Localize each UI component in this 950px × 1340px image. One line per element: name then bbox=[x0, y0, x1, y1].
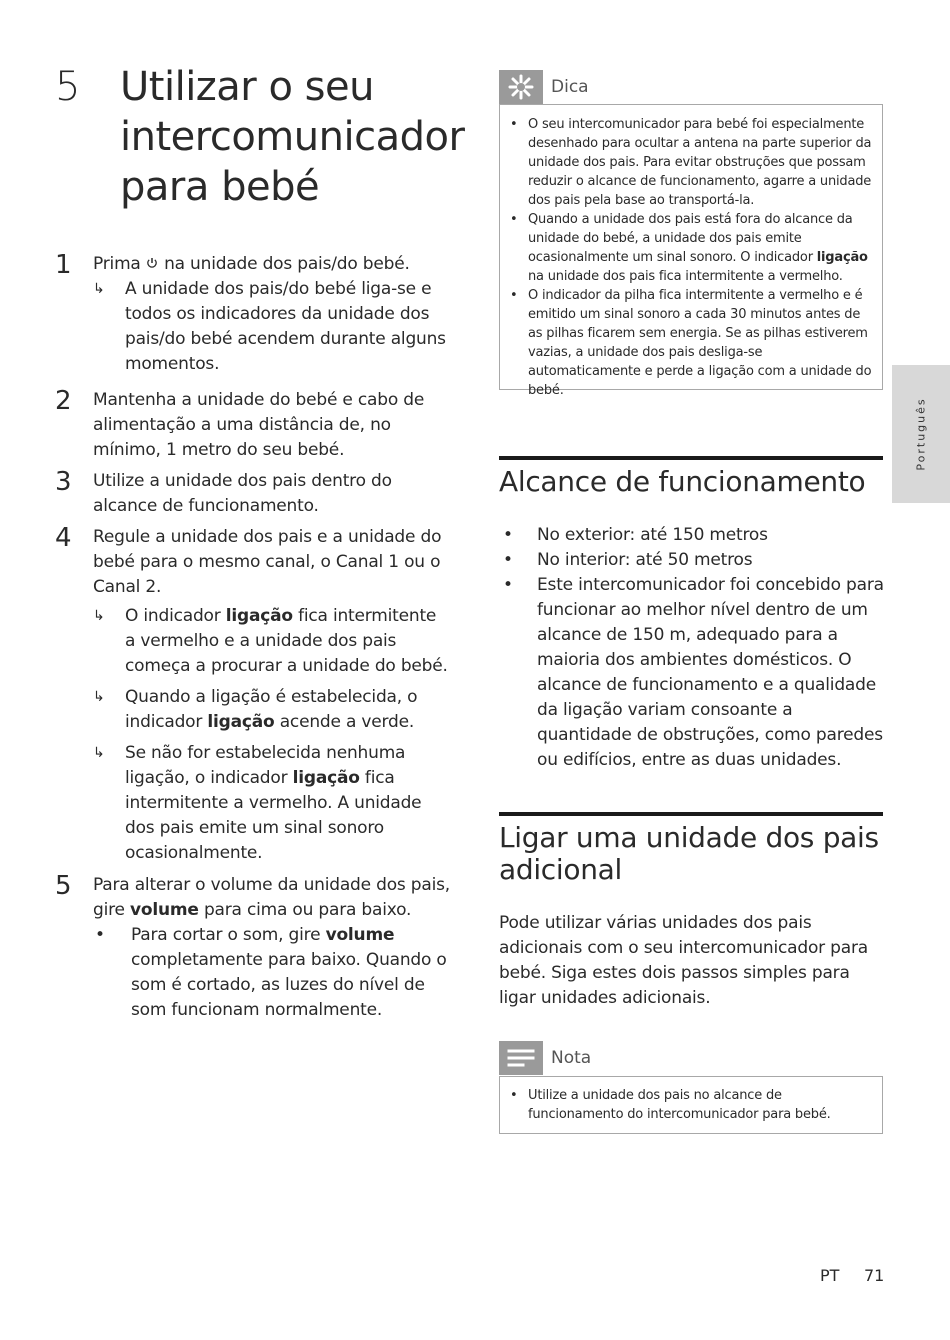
result-arrow-icon: ↳ bbox=[93, 281, 105, 297]
bullet-icon: • bbox=[510, 288, 518, 303]
bullet-icon: • bbox=[503, 575, 513, 595]
list-item bbox=[499, 548, 889, 573]
bullet-icon: • bbox=[95, 925, 105, 945]
section-rule bbox=[499, 812, 883, 816]
link-indicator-term: ligação bbox=[225, 606, 293, 626]
step-4 bbox=[55, 525, 450, 866]
result-item bbox=[93, 277, 450, 377]
link-indicator-term: ligação bbox=[816, 250, 868, 265]
step-3 bbox=[55, 469, 450, 519]
bullet-text: completamente para baixo. Quando o som é cortado, as luzes do nível de som funcionam normalmente. bbox=[131, 950, 447, 1020]
page-number: 71 bbox=[864, 1266, 885, 1285]
list-item-text: No interior: até 50 metros bbox=[537, 550, 753, 570]
volume-term: volume bbox=[325, 925, 395, 945]
result-arrow-icon: ↳ bbox=[93, 689, 105, 705]
tip-item bbox=[500, 210, 874, 286]
tip-text: Quando a unidade dos pais está fora do alcance da unidade do bebé, a unidade dos pais emite ocasionalmente um sinal sonoro. O indicador bbox=[528, 212, 853, 265]
step-1 bbox=[55, 252, 450, 377]
footer-language-code: PT bbox=[820, 1266, 840, 1285]
bullet-item bbox=[93, 923, 450, 1023]
result-item bbox=[93, 741, 450, 866]
step-2 bbox=[55, 388, 450, 463]
list-item-text: Este intercomunicador foi concebido para funcionar ao melhor nível dentro de um alcance de 150 m, adequado para a maioria dos ambientes domésticos. O alcance de funcionamento e a qualidade da ligação variam consoante a quantidade de obstruções, como paredes ou edifícios, entre as duas unidades. bbox=[537, 575, 884, 770]
chapter-title: Utilizar o seu intercomunicador para bebé bbox=[120, 64, 465, 210]
result-text: O indicador bbox=[125, 606, 226, 626]
tip-header bbox=[499, 70, 589, 104]
tip-box bbox=[499, 104, 883, 398]
list-item bbox=[499, 523, 889, 548]
step-number: 3 bbox=[55, 467, 72, 497]
step-text: Utilize a unidade dos pais dentro do alcance de funcionamento. bbox=[93, 471, 392, 516]
tip-text: O indicador da pilha fica intermitente a vermelho e é emitido um sinal sonoro a cada 30 minutos antes de as pilhas ficarem sem energia. Se as pilhas estiverem vazias, a unidade dos pais desliga-se automaticamente e perde a ligação com a unidade do bebé. bbox=[528, 288, 872, 398]
note-header bbox=[499, 1041, 591, 1075]
bullet-icon: • bbox=[510, 117, 518, 132]
range-list bbox=[499, 523, 889, 773]
tip-label: Dica bbox=[551, 77, 589, 97]
link-indicator-term: ligação bbox=[207, 712, 275, 732]
list-item bbox=[499, 573, 889, 773]
additional-section-paragraph: Pode utilizar várias unidades dos pais adicionais com o seu intercomunicador para bebé. Siga estes dois passos simples para ligar unidades adicionais. bbox=[499, 913, 868, 1008]
result-item bbox=[93, 604, 450, 679]
list-item-text: No exterior: até 150 metros bbox=[537, 525, 768, 545]
result-arrow-icon: ↳ bbox=[93, 608, 105, 624]
bullet-icon: • bbox=[510, 212, 518, 227]
result-arrow-icon: ↳ bbox=[93, 745, 105, 761]
step-text: Mantenha a unidade do bebé e cabo de alimentação a uma distância de, no mínimo, 1 metro do seu bebé. bbox=[93, 390, 425, 460]
language-tab-label: Português bbox=[914, 397, 928, 471]
language-side-tab bbox=[892, 365, 950, 503]
step-number: 2 bbox=[55, 386, 72, 416]
step-text: Para alterar o volume da unidade dos pais, gire bbox=[93, 875, 450, 920]
step-text: na unidade dos pais/do bebé. bbox=[158, 254, 410, 274]
step-text: Prima bbox=[93, 254, 146, 274]
bullet-icon: • bbox=[510, 1088, 518, 1103]
power-icon bbox=[146, 252, 159, 277]
step-instruction bbox=[93, 873, 450, 923]
volume-term: volume bbox=[130, 900, 199, 920]
link-indicator-term: ligação bbox=[292, 768, 360, 788]
section-rule bbox=[499, 456, 883, 460]
note-item bbox=[500, 1086, 874, 1124]
range-section-title: Alcance de funcionamento bbox=[499, 465, 866, 498]
step-number: 5 bbox=[55, 871, 72, 901]
result-text: Se não for estabelecida nenhuma ligação, o indicador bbox=[125, 743, 406, 788]
note-text: Utilize a unidade dos pais no alcance de funcionamento do intercomunicador para bebé. bbox=[528, 1088, 831, 1122]
tip-item bbox=[500, 286, 874, 400]
note-label: Nota bbox=[551, 1048, 592, 1068]
result-text: A unidade dos pais/do bebé liga-se e todos os indicadores da unidade dos pais/do bebé acendem durante alguns momentos. bbox=[125, 279, 446, 374]
note-box bbox=[499, 1076, 883, 1134]
note-lines-icon bbox=[499, 1041, 543, 1075]
step-number: 4 bbox=[55, 523, 72, 553]
step-5 bbox=[55, 873, 450, 1023]
tip-item bbox=[500, 115, 874, 210]
step-text: para cima ou para baixo. bbox=[198, 900, 412, 920]
asterisk-icon bbox=[499, 70, 543, 104]
step-text: Regule a unidade dos pais e a unidade do bebé para o mesmo canal, o Canal 1 ou o Canal 2. bbox=[93, 527, 442, 597]
additional-section-title: Ligar uma unidade dos pais adicional bbox=[499, 821, 879, 886]
step-number: 1 bbox=[55, 250, 72, 280]
chapter-number: 5 bbox=[55, 64, 81, 110]
result-text: fica intermitente a vermelho e a unidade dos pais começa a procurar a unidade do bebé. bbox=[125, 606, 448, 676]
bullet-icon: • bbox=[503, 525, 513, 545]
result-text: Quando a ligação é estabelecida, o indicador bbox=[125, 687, 418, 732]
bullet-icon: • bbox=[503, 550, 513, 570]
result-text: fica intermitente a vermelho. A unidade dos pais emite um sinal sonoro ocasionalmente. bbox=[125, 768, 422, 863]
step-instruction bbox=[93, 252, 450, 277]
result-item bbox=[93, 685, 450, 735]
tip-text: O seu intercomunicador para bebé foi especialmente desenhado para ocultar a antena na parte superior da unidade dos pais. Para evitar obstruções que possam reduzir o alcance de funcionamento, agarre a unidade dos pais pela base ao transportá-la. bbox=[528, 117, 872, 208]
tip-text: na unidade dos pais fica intermitente a vermelho. bbox=[528, 269, 843, 284]
bullet-text: Para cortar o som, gire bbox=[131, 925, 326, 945]
result-text: acende a verde. bbox=[274, 712, 415, 732]
